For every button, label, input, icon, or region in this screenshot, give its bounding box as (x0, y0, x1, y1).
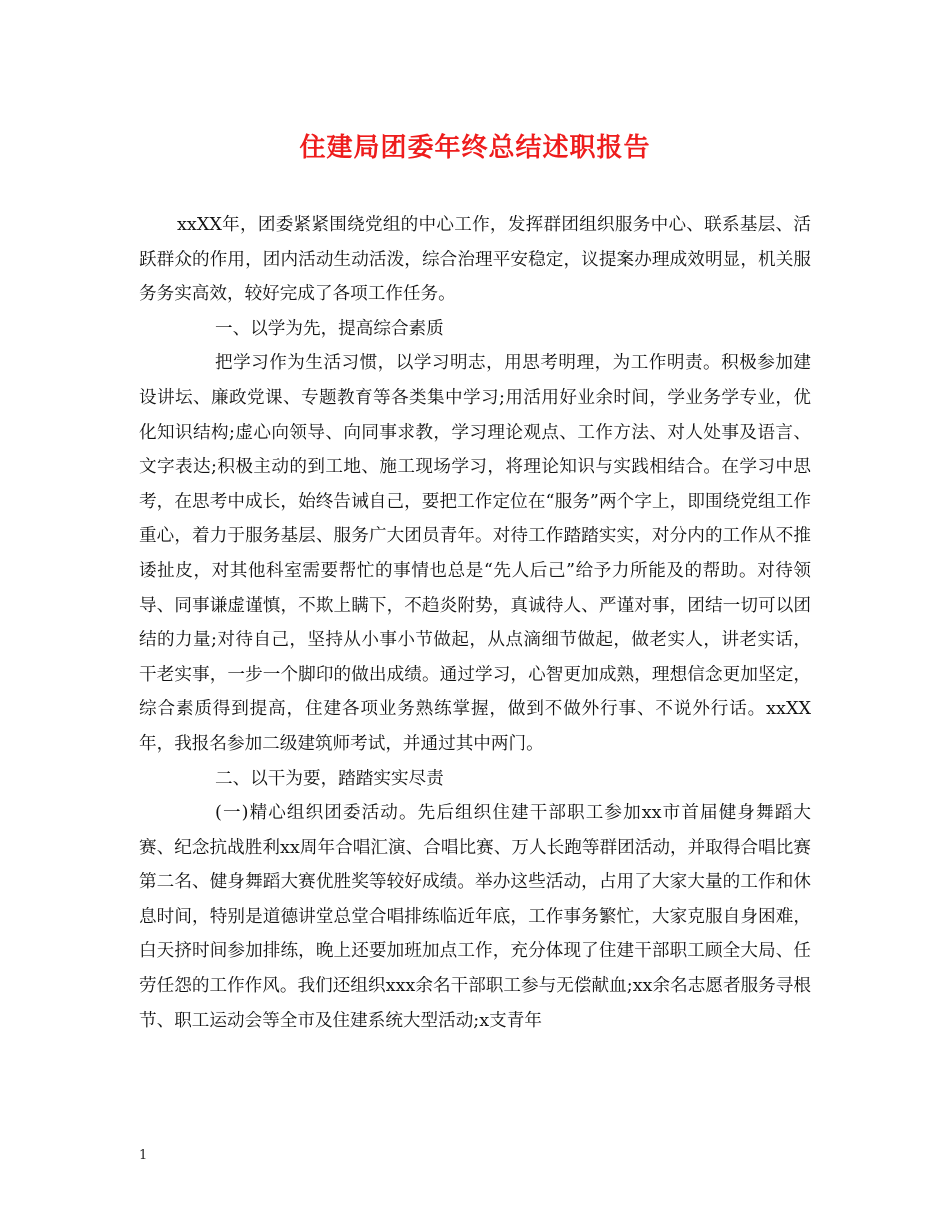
page-number: 1 (139, 1148, 148, 1163)
section-heading-1: 一、以学为先，提高综合素质 (215, 318, 444, 339)
section-1-paragraph: 把学习作为生活习惯，以学习明志，用思考明理，为工作明责。积极参加建设讲坛、廉政党课、专题教育等各类集中学习;用活用好业余时间，学业务学专业，优化知识结构;虚心向领导、向同事求教，学习理论观点、工作方法、对人处事及语言、文字表达;积极主动的到工地、施工现场学习，将理论知识与实践相结合。在学习中思考，在思考中成长，始终告诫自己，要把工作定位在“服务”两个字上，即围绕党组工作重心，着力于服务基层、服务广大团员青年。对待工作踏踏实实，对分内的工作从不推诿扯皮，对其他科室需要帮忙的事情也总是“先人后己”给予力所能及的帮助。对待领导、同事谦虚谨慎，不欺上瞒下，不趋炎附势，真诚待人、严谨对事，团结一切可以团结的力量;对待自己，坚持从小事小节做起，从点滴细节做起，做老实人，讲老实话，干老实事，一步一个脚印的做出成绩。通过学习，心智更加成熟，理想信念更加坚定，综合素质得到提高，住建各项业务熟练掌握，做到不做外行事、不说外行话。xxXX年，我报名参加二级建筑师考试，并通过其中两门。 (139, 353, 811, 754)
intro-paragraph: xxXX年，团委紧紧围绕党组的中心工作，发挥群团组织服务中心、联系基层、活跃群众的作用，团内活动生动活泼，综合治理平安稳定，议提案办理成效明显，机关服务务实高效，较好完成了各项工作任务。 (139, 215, 811, 305)
section-2-paragraph: (一)精心组织团委活动。先后组织住建干部职工参加xx市首届健身舞蹈大赛、纪念抗战胜利xx周年合唱汇演、合唱比赛、万人长跑等群团活动，并取得合唱比赛第二名、健身舞蹈大赛优胜奖等较好成绩。举办这些活动，占用了大家大量的工作和休息时间，特别是道德讲堂总堂合唱排练临近年底，工作事务繁忙，大家克服自身困难，白天挤时间参加排练，晚上还要加班加点工作，充分体现了住建干部职工顾全大局、任劳任怨的工作作风。我们还组织xxx余名干部职工参与无偿献血;xx余名志愿者服务寻根节、职工运动会等全市及住建系统大型活动;x支青年 (139, 803, 811, 1031)
section-heading-2: 二、以干为要，踏踏实实尽责 (215, 768, 444, 789)
document-title: 住建局团委年终总结述职报告 (299, 133, 651, 163)
document-body (139, 208, 811, 1038)
